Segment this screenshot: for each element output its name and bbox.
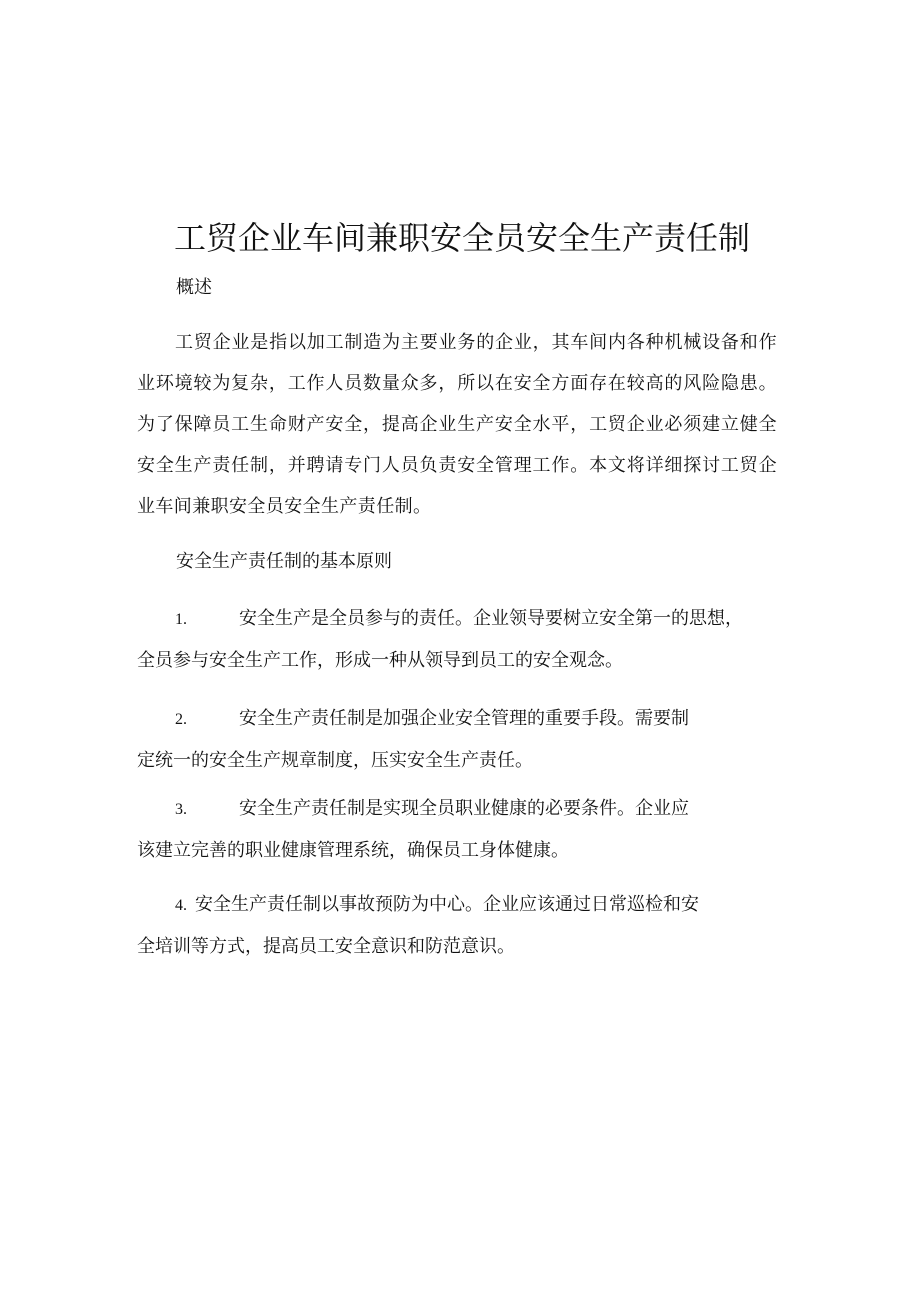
principle-item-4 bbox=[137, 884, 787, 967]
principle-continuation: 定统一的安全生产规章制度，压实安全生产责任。 bbox=[137, 750, 533, 771]
list-number: 3. bbox=[175, 801, 187, 818]
principle-first-line bbox=[137, 698, 787, 740]
overview-paragraph bbox=[137, 322, 777, 527]
principle-item-3 bbox=[137, 788, 787, 871]
principle-first-line bbox=[137, 788, 787, 830]
paragraph-line: 工贸企业是指以加工制造为主要业务的企业，其车间内各种机械设备 bbox=[175, 332, 740, 353]
principle-text: 安全生产责任制以事故预防为中心。企业应该通过日常巡检和安 bbox=[195, 894, 699, 915]
principle-first-line bbox=[137, 884, 787, 926]
paragraph-line: 将详细探讨工贸企业车间兼职安全员安全生产责任制。 bbox=[137, 455, 778, 517]
document-title: 工贸企业车间兼职安全员安全生产责任制 bbox=[174, 219, 751, 257]
principle-item-2 bbox=[137, 698, 787, 781]
paragraph-line: 险隐患。为了保障员工生命财产安全，提高企业生产安全水平，工贸企业 bbox=[137, 373, 778, 435]
principle-first-line bbox=[137, 598, 787, 640]
list-number: 2. bbox=[175, 711, 187, 728]
principle-text: 安全生产责任制是实现全员职业健康的必要条件。企业应 bbox=[239, 798, 689, 819]
paragraph-line: 和作业环境较为复杂，工作人员数量众多，所以在安全方面存在较高的风 bbox=[137, 332, 777, 394]
principle-item-1 bbox=[137, 598, 787, 681]
paragraph-line: 必须建立健全安全生产责任制，并聘请专门人员负责安全管理工作。本文 bbox=[137, 414, 778, 476]
principle-continuation: 全员参与安全生产工作，形成一种从领导到员工的安全观念。 bbox=[137, 650, 623, 671]
principle-text: 安全生产是全员参与的责任。企业领导要树立安全第一的思想， bbox=[239, 608, 743, 629]
principle-continuation: 全培训等方式，提高员工安全意识和防范意识。 bbox=[137, 936, 515, 957]
overview-heading: 概述 bbox=[176, 277, 212, 298]
principle-continuation: 该建立完善的职业健康管理系统，确保员工身体健康。 bbox=[137, 840, 569, 861]
principles-heading: 安全生产责任制的基本原则 bbox=[176, 551, 392, 572]
list-number: 4. bbox=[175, 897, 187, 914]
list-number: 1. bbox=[175, 611, 187, 628]
principle-text: 安全生产责任制是加强企业安全管理的重要手段。需要制 bbox=[239, 708, 689, 729]
